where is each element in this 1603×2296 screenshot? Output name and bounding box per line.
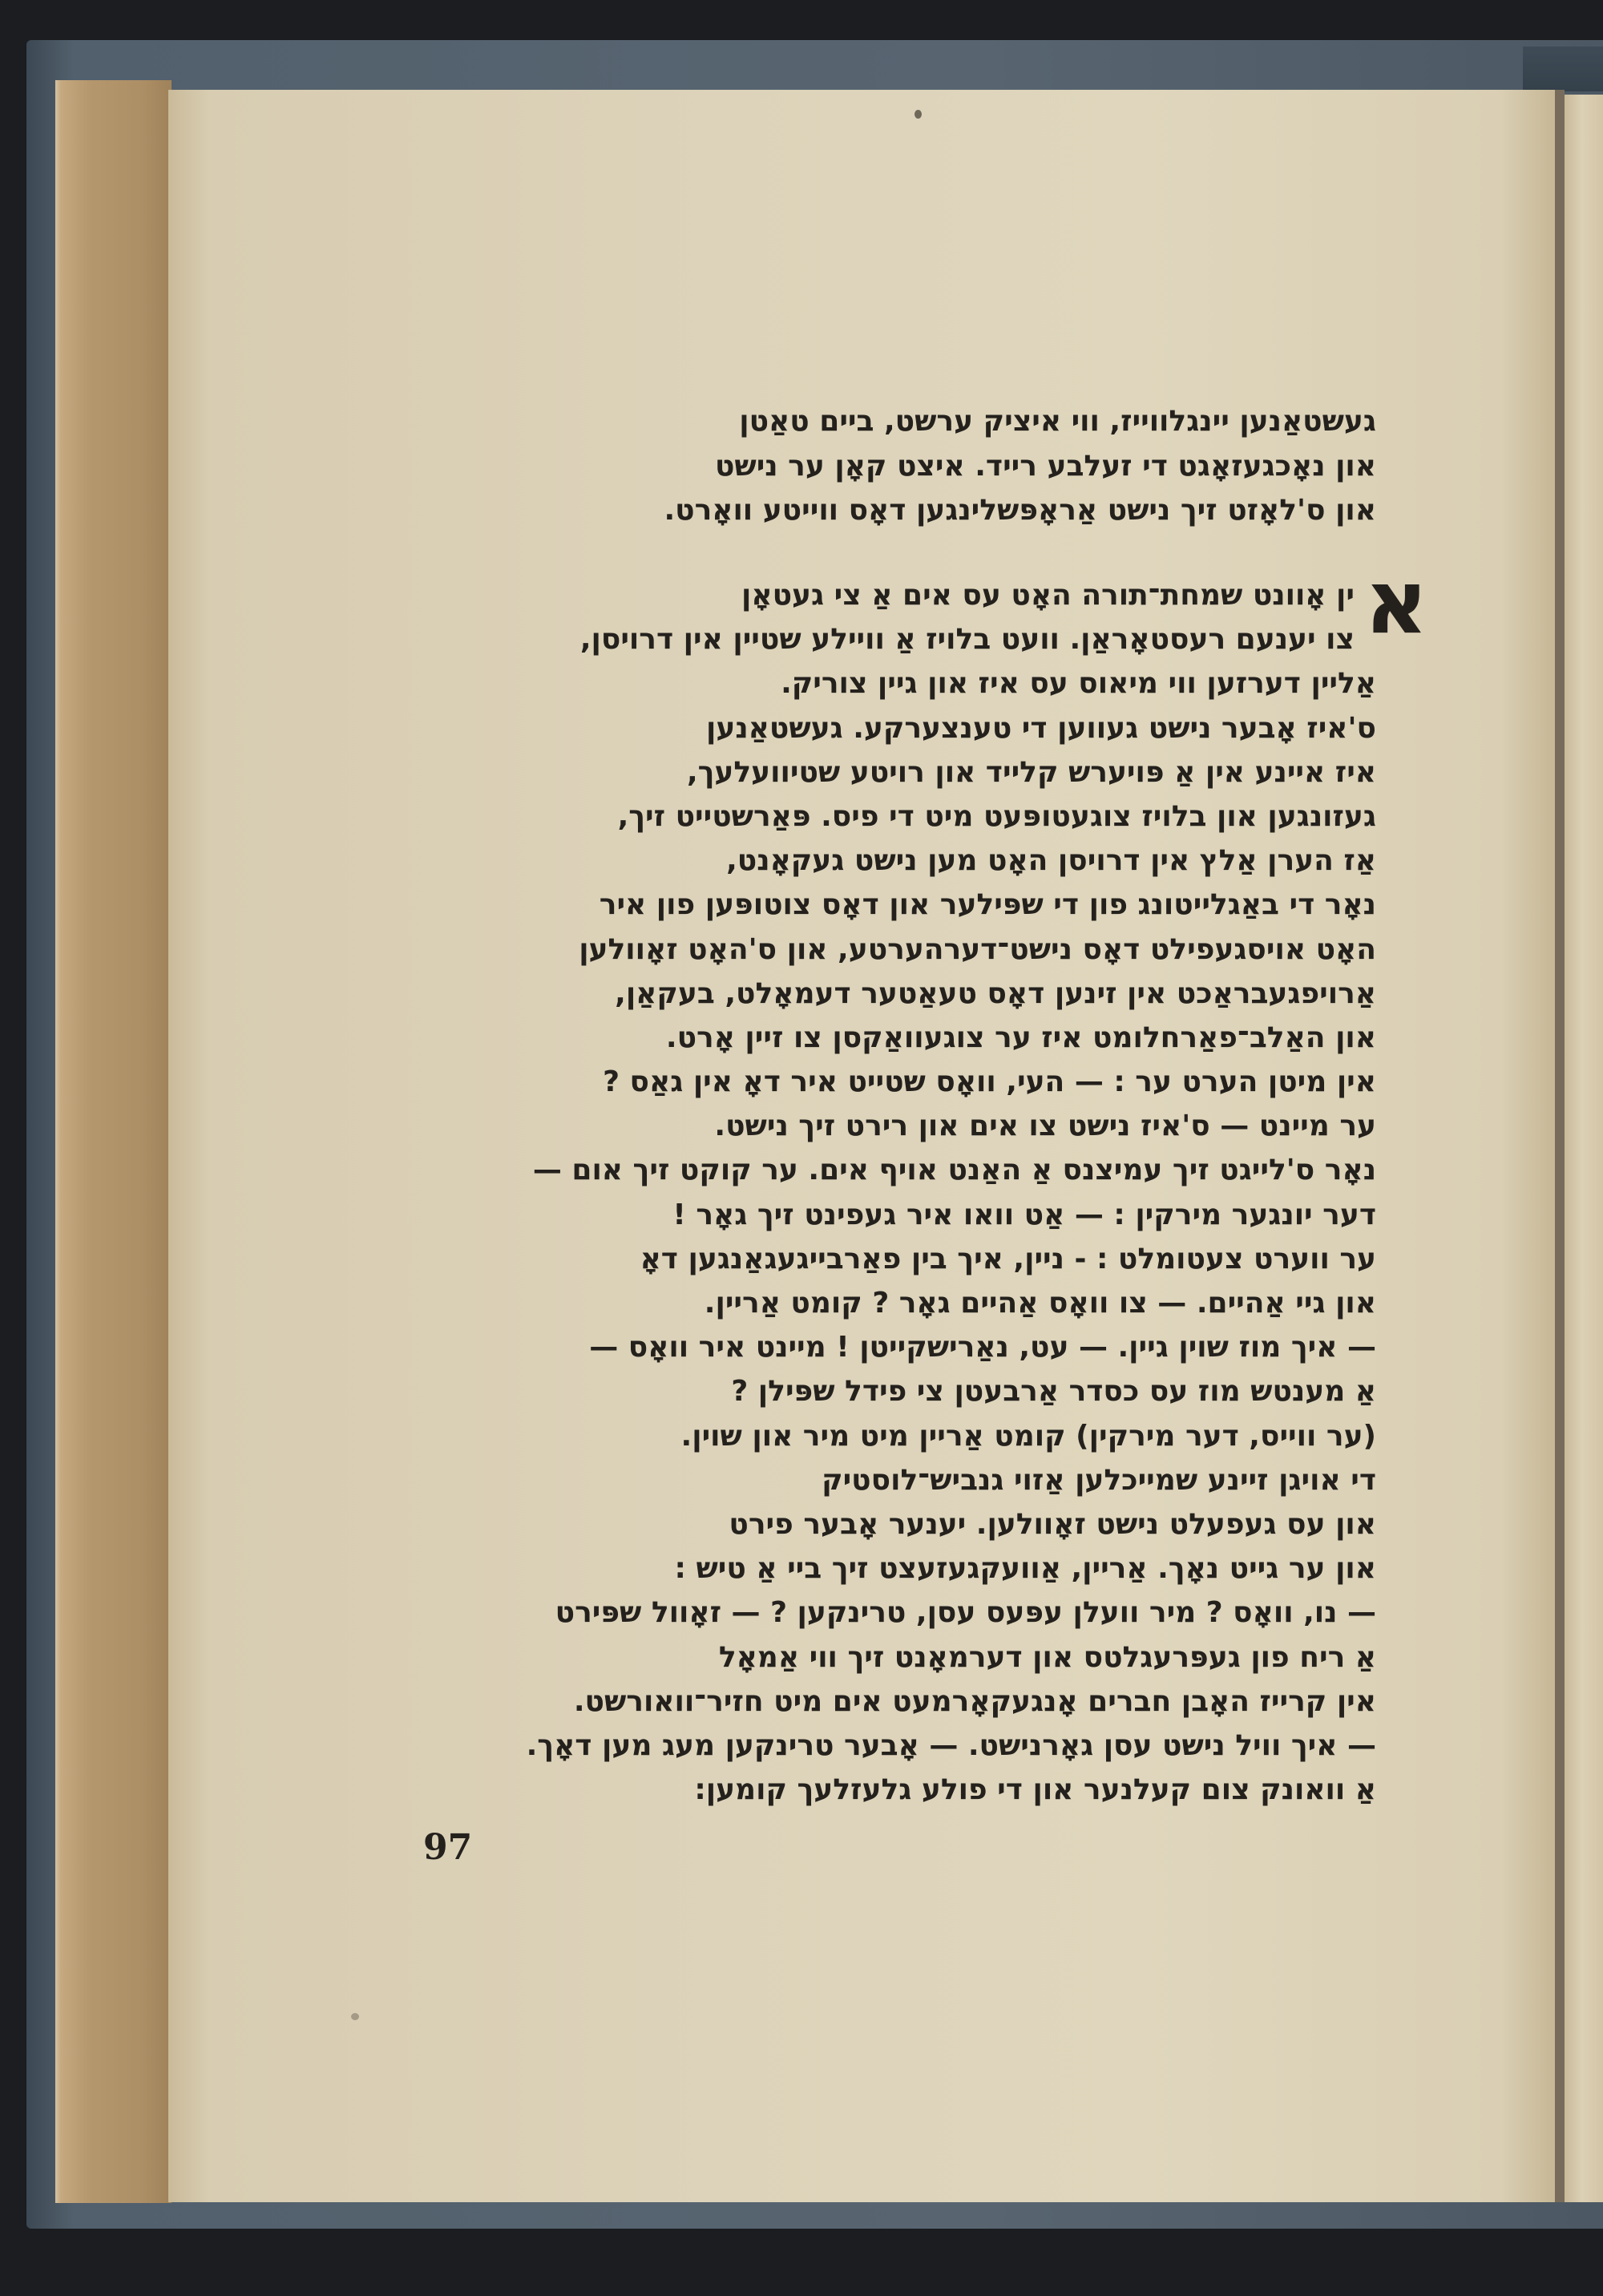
text-line: געשטאַנען יינגלווייז, ווי איציק ערשט, ביים טאַטן bbox=[739, 405, 1376, 438]
text-line: אַ מענטש מוז עס כסדר אַרבעטן צי פידל שפּילן ? bbox=[731, 1375, 1376, 1409]
text-line: און ער גייט נאָך. אַריין, אַוועקגעזעצט זיך ביי אַ טיש : bbox=[674, 1552, 1376, 1586]
text-line: געזונגען און בלויז צוגעטופּעט מיט די פיס. פּאַרשטייט זיך, bbox=[617, 799, 1376, 833]
text-line: און נאָכגעזאָגט די זעלבע רייד. איצט קאָן ער נישט bbox=[714, 449, 1376, 483]
text-block-1 bbox=[334, 399, 1376, 533]
ink-speck bbox=[915, 110, 922, 119]
text-line: און האַלב־פאַרחלומט איז ער צוגעוואַקסן צו זיין אָרט. bbox=[665, 1021, 1376, 1054]
text-line: צו יענעם רעסטאָראַן. וועט בלויז אַ וויילע שטיין אין דרויסן, bbox=[579, 623, 1355, 657]
text-line: האָט אויסגעפילט דאָס נישט־דערהערטע, און ס'האָט זאָוולען bbox=[579, 932, 1376, 966]
drop-cap: א bbox=[1364, 551, 1429, 653]
text-line: אין קרייז האָבן חברים אָנגעקאָרמעט אים מיט חזיר־וואורשט. bbox=[573, 1684, 1376, 1718]
text-line: אַליין דערזען ווי מיאוס עס איז און גיין צוריק. bbox=[781, 667, 1376, 701]
text-line: איז איינע אין אַ פּויערש קלייד און רויטע שטיוועלעך, bbox=[686, 755, 1376, 789]
text-line: אַז הערן אַלץ אין דרויסן האָט מען נישט געקאָנט, bbox=[726, 844, 1376, 878]
text-line: דער יונגער מירקין : — אַט וואו איר געפינט זיך גאָר ! bbox=[672, 1198, 1376, 1231]
text-line: און עס געפעלט נישט זאָוולען. יענער אָבער פירט bbox=[729, 1507, 1376, 1541]
text-line: ער ווערט צעטומלט : - ניין, איך בין פאַרבייגעגאַנגען דאָ bbox=[640, 1242, 1376, 1275]
text-line: (ער ווייס, דער מירקין) קומט אַריין מיט מיר און שוין. bbox=[680, 1419, 1376, 1453]
text-line: אַרויפגעבראַכט אין זינען דאָס טעאַטער דעמאָלט, בעקאַן, bbox=[615, 976, 1376, 1010]
book-page bbox=[168, 90, 1555, 2202]
text-line: אַ וואונק צום קעלנער און די פולע גלעזלעך קומען: bbox=[694, 1773, 1376, 1807]
text-line: די אויגן זיינע שמייכלען אַזוי גנביש־לוסטיק bbox=[822, 1463, 1376, 1497]
ink-speck bbox=[351, 2013, 359, 2020]
page-gutter-shadow bbox=[1555, 90, 1565, 2202]
text-line: נאָר די באַגלייטונג פון די שפּילער און דאָס צוטופּען פון איר bbox=[599, 888, 1376, 922]
page-number: 97 bbox=[423, 1827, 473, 1868]
text-line: אין מיטן הערט ער : — העי, וואָס שטייט איר דאָ אין גאַס ? bbox=[603, 1065, 1376, 1099]
text-line: — נו, וואָס ? מיר וועלן עפּעס עסן, טרינקען ? — זאָוול שפּירט bbox=[555, 1596, 1376, 1630]
text-line: נאָר ס'לייגט זיך עמיצנס אַ האַנט אויף אים. ער קוקט זיך אום — bbox=[532, 1154, 1376, 1187]
text-line: ין אָוונט שמחת־תורה האָט עס אים אַ צי געטאָן bbox=[741, 579, 1355, 612]
text-line: אַ ריח פון געפּרעגלטס און דערמאָנט זיך ווי אַמאָל bbox=[718, 1640, 1376, 1674]
text-line: — איך מוז שוין גיין. — עט, נאַרישקייטן ! מיינט איר וואָס — bbox=[589, 1331, 1376, 1364]
text-block-2 bbox=[334, 573, 1376, 1812]
next-page-edge bbox=[1565, 95, 1603, 2202]
text-line: ער מיינט — ס'איז נישט צו אים און רירט זיך נישט. bbox=[714, 1110, 1376, 1143]
text-line: ס'איז אָבער נישט געווען די טענצערקע. געשטאַנען bbox=[706, 711, 1376, 745]
text-line: און גיי אַהיים. — צו וואָס אַהיים גאָר ? קומט אַריין. bbox=[704, 1287, 1376, 1320]
text-line: און ס'לאָזט זיך נישט אַראָפּשלינגען דאָס ווייטע וואָרט. bbox=[664, 494, 1376, 527]
text-line: — איך וויל נישט עסן גאָרנישט. — אָבער טרינקען מעג מען דאָך. bbox=[526, 1728, 1376, 1762]
page-edges-left bbox=[55, 80, 172, 2203]
book-cover-corner bbox=[1523, 46, 1603, 91]
